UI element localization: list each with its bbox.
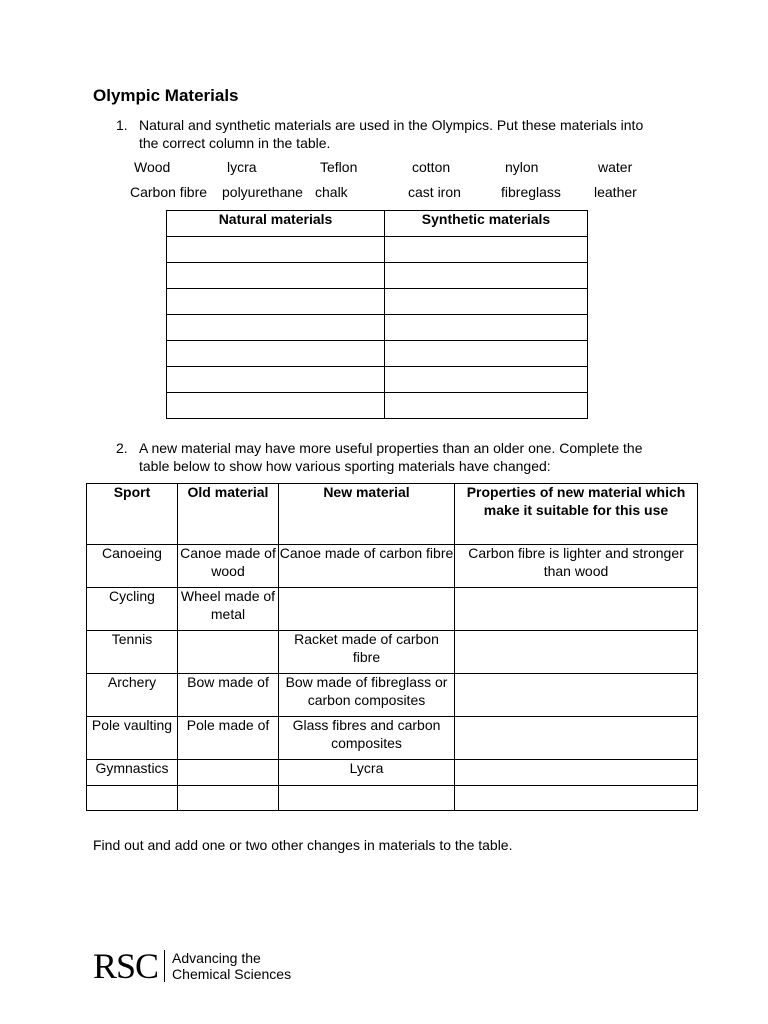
old-material-cell[interactable]: Pole made of (178, 717, 279, 760)
question-1-line-1: Natural and synthetic materials are used in the Olympics. Put these materials into (139, 117, 644, 133)
new-material-header: New material (279, 484, 455, 545)
table-header-row (87, 484, 698, 545)
material-item: water (598, 159, 633, 175)
question-2-number: 2. (116, 440, 128, 456)
natural-material-cell[interactable] (167, 289, 385, 315)
natural-materials-header: Natural materials (167, 211, 385, 237)
table-row (167, 289, 588, 315)
rsc-logo-mark: RSC (93, 946, 159, 986)
sport-cell[interactable] (87, 786, 178, 811)
sport-cell: Tennis (87, 631, 178, 674)
logo-tagline (172, 950, 291, 982)
question-2-line-1: A new material may have more useful properties than an older one. Complete the (139, 440, 643, 456)
sporting-materials-table (86, 483, 698, 811)
table-row (87, 674, 698, 717)
new-material-cell[interactable]: Lycra (279, 760, 455, 786)
table-row (167, 315, 588, 341)
question-1-text (139, 117, 643, 152)
old-material-cell[interactable] (178, 631, 279, 674)
table-row (87, 786, 698, 811)
synthetic-material-cell[interactable] (385, 237, 588, 263)
old-material-cell[interactable]: Bow made of (178, 674, 279, 717)
table-row (87, 545, 698, 588)
question-1-number: 1. (116, 117, 128, 133)
material-item: Wood (134, 159, 171, 175)
properties-cell[interactable] (455, 717, 698, 760)
synthetic-material-cell[interactable] (385, 263, 588, 289)
sport-cell: Gymnastics (87, 760, 178, 786)
old-material-cell[interactable]: Wheel made of metal (178, 588, 279, 631)
material-item: lycra (227, 159, 257, 175)
synthetic-material-cell[interactable] (385, 289, 588, 315)
material-item: cotton (412, 159, 451, 175)
synthetic-material-cell[interactable] (385, 315, 588, 341)
table-row (167, 341, 588, 367)
question-1-line-2: the correct column in the table. (139, 134, 331, 151)
material-item: nylon (505, 159, 539, 175)
properties-cell[interactable] (455, 631, 698, 674)
synthetic-materials-header: Synthetic materials (385, 211, 588, 237)
synthetic-material-cell[interactable] (385, 341, 588, 367)
natural-material-cell[interactable] (167, 367, 385, 393)
old-material-cell[interactable] (178, 760, 279, 786)
material-item: Carbon fibre (130, 184, 208, 200)
material-item: leather (594, 184, 637, 200)
logo-divider (164, 950, 165, 982)
question-2-line-2: table below to show how various sporting materials have changed: (139, 457, 551, 474)
natural-material-cell[interactable] (167, 341, 385, 367)
properties-cell[interactable] (455, 786, 698, 811)
properties-cell[interactable] (455, 760, 698, 786)
properties-cell[interactable] (455, 674, 698, 717)
new-material-cell[interactable]: Glass fibres and carbon composites (279, 717, 455, 760)
material-item: Teflon (320, 159, 358, 175)
sport-cell: Pole vaulting (87, 717, 178, 760)
sport-cell: Cycling (87, 588, 178, 631)
sport-cell: Archery (87, 674, 178, 717)
natural-material-cell[interactable] (167, 393, 385, 419)
logo-tagline-line-2: Chemical Sciences (172, 966, 292, 982)
table-row (167, 263, 588, 289)
properties-header: Properties of new material which make it suitable for this use (455, 484, 698, 545)
materials-sorting-table (166, 210, 588, 419)
material-item: chalk (315, 184, 348, 200)
properties-cell[interactable]: Carbon fibre is lighter and stronger than wood (455, 545, 698, 588)
natural-material-cell[interactable] (167, 263, 385, 289)
sport-cell: Canoeing (87, 545, 178, 588)
new-material-cell[interactable]: Bow made of fibreglass or carbon composites (279, 674, 455, 717)
table-row (167, 237, 588, 263)
table-row (87, 760, 698, 786)
synthetic-material-cell[interactable] (385, 393, 588, 419)
table-row (87, 717, 698, 760)
new-material-cell[interactable] (279, 588, 455, 631)
table-header-row (167, 211, 588, 237)
old-material-cell[interactable]: Canoe made of wood (178, 545, 279, 588)
natural-material-cell[interactable] (167, 315, 385, 341)
page-title: Olympic Materials (93, 86, 239, 105)
material-item: polyurethane (222, 184, 303, 200)
properties-cell[interactable] (455, 588, 698, 631)
synthetic-material-cell[interactable] (385, 367, 588, 393)
sport-header: Sport (87, 484, 178, 545)
table-row (167, 393, 588, 419)
question-2-text (139, 440, 643, 475)
material-item: fibreglass (501, 184, 561, 200)
natural-material-cell[interactable] (167, 237, 385, 263)
footer-instruction: Find out and add one or two other changes in materials to the table. (93, 837, 513, 853)
table-row (87, 588, 698, 631)
table-row (167, 367, 588, 393)
material-item: cast iron (408, 184, 461, 200)
table-row (87, 631, 698, 674)
new-material-cell[interactable] (279, 786, 455, 811)
new-material-cell[interactable]: Canoe made of carbon fibre (279, 545, 455, 588)
new-material-cell[interactable]: Racket made of carbon fibre (279, 631, 455, 674)
old-material-header: Old material (178, 484, 279, 545)
old-material-cell[interactable] (178, 786, 279, 811)
rsc-logo (93, 948, 291, 984)
logo-tagline-line-1: Advancing the (172, 950, 261, 966)
